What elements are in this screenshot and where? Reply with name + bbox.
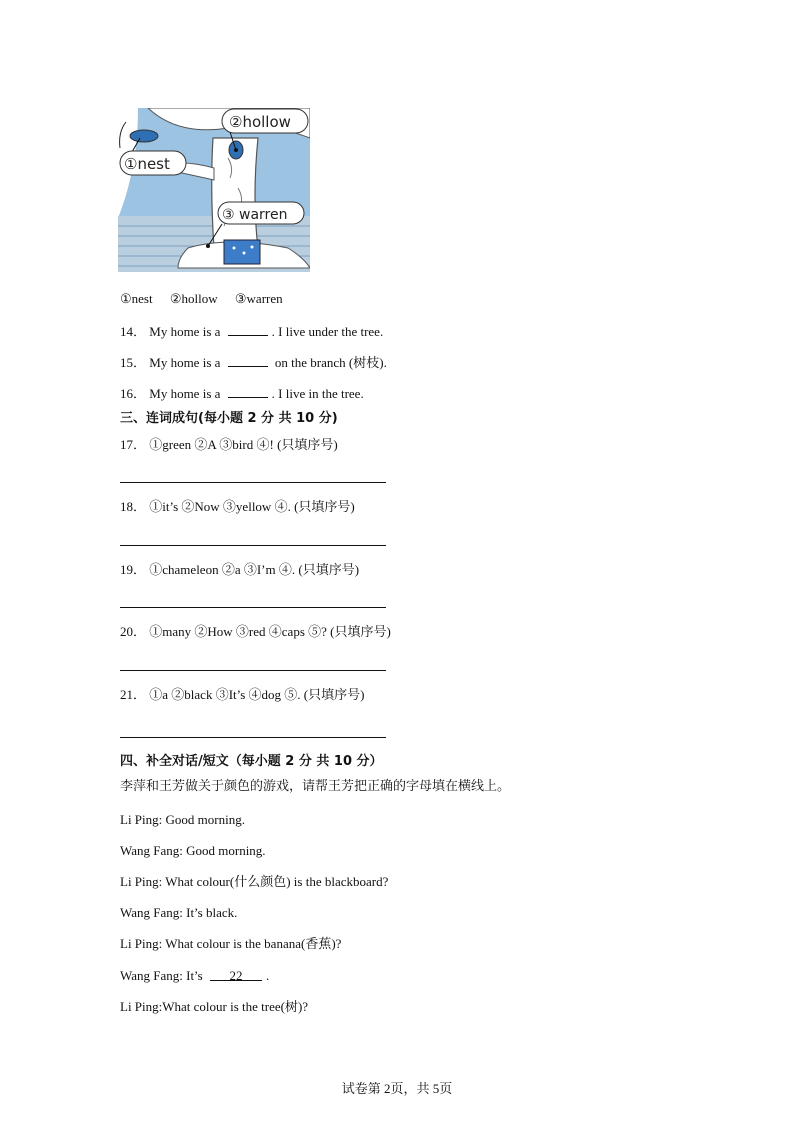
dialogue-line: Li Ping: What colour(什么颜色) is the blackboard? (120, 874, 389, 889)
question-number: 15． (120, 355, 147, 370)
question-text-before: My home is a (149, 386, 221, 401)
question-text-before: My home is a (149, 324, 221, 339)
illustration-label-nest: ①nest (124, 155, 170, 173)
question-14 (120, 322, 383, 341)
dialogue-text-before: Wang Fang: It’s (120, 968, 203, 983)
answer-blank[interactable] (228, 353, 268, 367)
dialogue-line: Wang Fang: Good morning. (120, 843, 266, 858)
question-text-after: . I live under the tree. (271, 324, 384, 339)
question-number: 19． (120, 562, 147, 577)
question-21 (120, 686, 364, 704)
answer-blank-22[interactable] (210, 967, 262, 981)
question-number: 16． (120, 386, 147, 401)
dialogue-line: Wang Fang: It’s black. (120, 905, 238, 920)
question-number: 20． (120, 624, 147, 639)
tree-habitat-illustration (118, 108, 310, 272)
question-text-before: My home is a (149, 355, 221, 370)
option-warren: ③warren (234, 291, 283, 306)
question-text: ①a ②black ③It’s ④dog ⑤. (只填序号) (149, 687, 365, 702)
question-20 (120, 623, 391, 641)
question-text-after: . I live in the tree. (271, 386, 364, 401)
page-footer: 试卷第 2页，共 5页 (341, 1081, 453, 1096)
question-text: ①green ②A ③bird ④! (只填序号) (149, 437, 338, 452)
question-number: 18． (120, 499, 147, 514)
dialogue-text-after: . (265, 968, 270, 983)
blank-number: 22 (229, 968, 243, 983)
question-text: ①chameleon ②a ③I’m ④. (只填序号) (149, 562, 360, 577)
question-text-after: on the branch (树枝). (274, 355, 387, 370)
dialogue-line: Li Ping: What colour is the banana(香蕉)? (120, 936, 342, 951)
illustration-label-hollow: ②hollow (229, 113, 291, 131)
answer-line-19[interactable] (120, 607, 386, 608)
section-3-heading: 三、连词成句(每小题 2 分 共 10 分) (120, 411, 338, 426)
question-number: 17． (120, 437, 147, 452)
option-nest: ①nest (120, 291, 153, 306)
option-hollow: ②hollow (169, 291, 218, 306)
answer-line-21[interactable] (120, 737, 386, 738)
answer-line-17[interactable] (120, 482, 386, 483)
question-18 (120, 498, 355, 516)
section-4-instruction: 李萍和王芳做关于颜色的游戏，请帮王芳把正确的字母填在横线上。 (120, 779, 511, 794)
answer-blank[interactable] (228, 322, 268, 336)
dialogue-line-blank-22 (120, 967, 269, 985)
question-16 (120, 384, 364, 403)
question-text: ①many ②How ③red ④caps ⑤? (只填序号) (149, 624, 391, 639)
illustration-label-warren: ③ warren (222, 207, 288, 223)
options-line (120, 290, 297, 308)
answer-blank[interactable] (228, 384, 268, 398)
question-number: 21． (120, 687, 147, 702)
question-19 (120, 561, 359, 579)
question-17 (120, 436, 338, 454)
dialogue-line: Li Ping: Good morning. (120, 812, 245, 827)
question-number: 14． (120, 324, 147, 339)
section-4-heading: 四、补全对话/短文（每小题 2 分 共 10 分） (120, 754, 383, 769)
question-text: ①it’s ②Now ③yellow ④. (只填序号) (149, 499, 355, 514)
question-15 (120, 353, 387, 372)
answer-line-20[interactable] (120, 670, 386, 671)
dialogue-line: Li Ping:What colour is the tree(树)? (120, 999, 309, 1014)
answer-line-18[interactable] (120, 545, 386, 546)
